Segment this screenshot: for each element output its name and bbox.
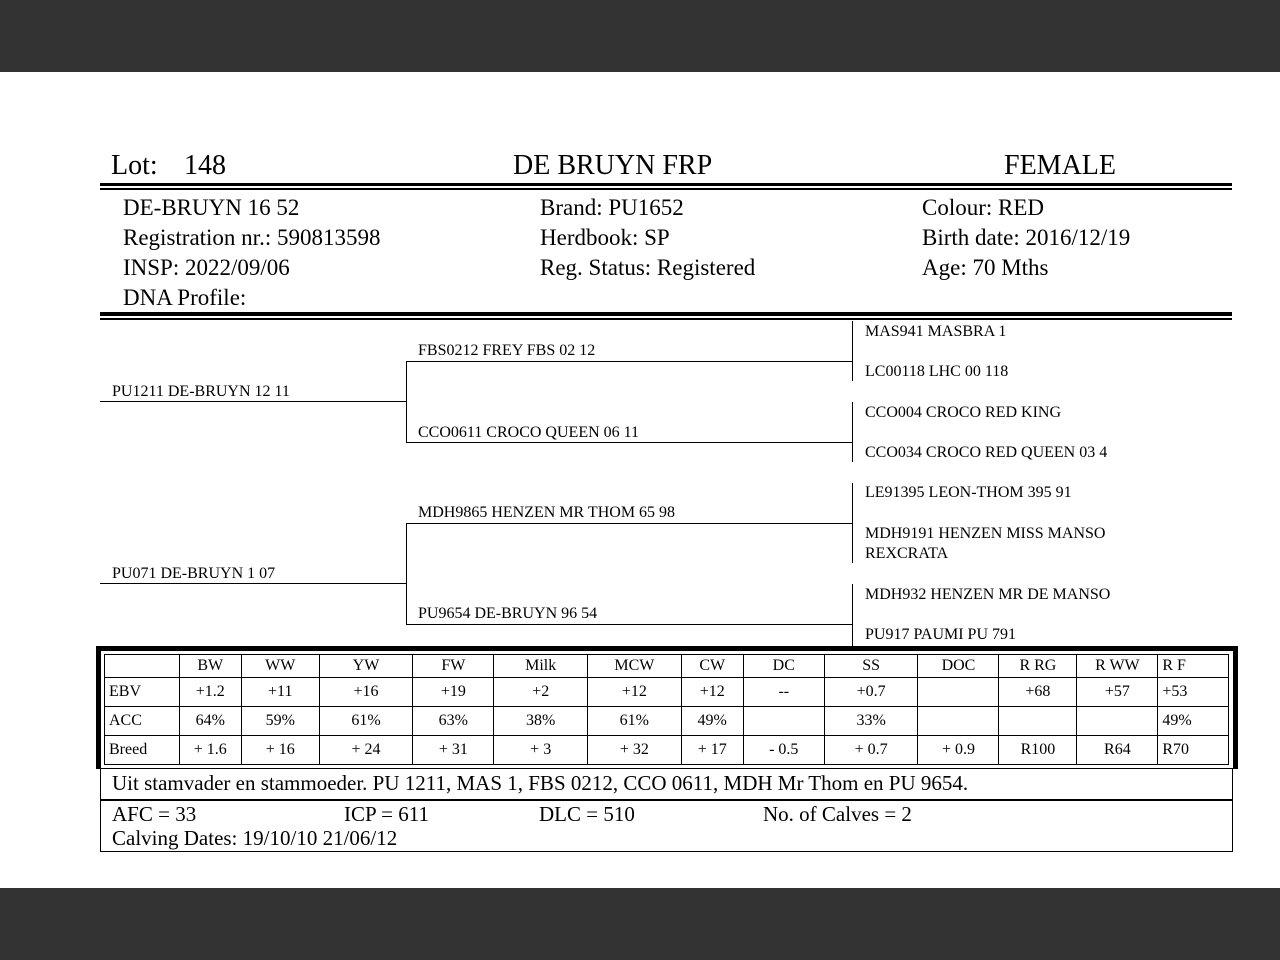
table-cell: - 0.5 [743, 736, 824, 765]
birth-date: Birth date: 2016/12/19 [922, 225, 1131, 250]
table-cell [918, 678, 999, 707]
table-cell: +0.7 [824, 678, 918, 707]
dna-profile: DNA Profile: [123, 285, 247, 310]
table-cell [918, 707, 999, 736]
table-header-cell: R WW [1077, 655, 1158, 678]
ggp-name: LC00118 LHC 00 118 [865, 363, 1009, 380]
ggp-name: MDH9191 HENZEN MISS MANSO [865, 525, 1106, 542]
table-cell: +2 [494, 678, 588, 707]
table-cell: +1.2 [179, 678, 241, 707]
table-cell: 33% [824, 707, 918, 736]
table-cell: + 17 [681, 736, 743, 765]
dam-line [100, 583, 406, 584]
table-cell [743, 707, 824, 736]
table-header-cell [105, 655, 180, 678]
table-cell: + 3 [494, 736, 588, 765]
table-cell: +57 [1077, 678, 1158, 707]
table-header-cell: BW [179, 655, 241, 678]
remark-box [100, 768, 1233, 801]
sex-label: FEMALE [1004, 150, 1116, 181]
sire-line [100, 401, 406, 402]
table-row [105, 678, 1229, 707]
table-row [105, 736, 1229, 765]
table-cell: 49% [681, 707, 743, 736]
sire-sire-name: FBS0212 FREY FBS 02 12 [418, 342, 596, 359]
ggp-name-continued: REXCRATA [865, 545, 949, 562]
dam-name: PU071 DE-BRUYN 1 07 [112, 565, 276, 582]
table-cell: + 16 [241, 736, 319, 765]
table-cell: R64 [1077, 736, 1158, 765]
breeder-name: DE BRUYN FRP [513, 150, 713, 181]
table-header-cell: SS [824, 655, 918, 678]
table-cell: Breed [105, 736, 180, 765]
dam-dam-name: PU9654 DE-BRUYN 96 54 [418, 605, 598, 622]
bottom-letterbox-bar [0, 888, 1280, 960]
dam-sire-name: MDH9865 HENZEN MR THOM 65 98 [418, 504, 676, 521]
ggp-name: CCO004 CROCO RED KING [865, 404, 1062, 421]
table-cell: + 32 [588, 736, 682, 765]
sire-dam-name: CCO0611 CROCO QUEEN 06 11 [418, 424, 640, 441]
calving-dates: Calving Dates: 19/10/10 21/06/12 [112, 826, 398, 850]
table-header-cell: DOC [918, 655, 999, 678]
ggp-bracket-1 [852, 321, 853, 381]
ggp-bracket-4 [852, 584, 853, 646]
dam-bracket [406, 523, 407, 624]
table-cell: + 31 [413, 736, 494, 765]
ebv-table [104, 654, 1229, 765]
age: Age: 70 Mths [922, 255, 1049, 280]
colour: Colour: RED [922, 195, 1045, 220]
registration-status: Reg. Status: Registered [540, 255, 756, 280]
table-header-cell: CW [681, 655, 743, 678]
header-rule-bottom [100, 188, 1232, 190]
herdbook: Herdbook: SP [540, 225, 670, 250]
ggp-name: PU917 PAUMI PU 791 [865, 626, 1016, 643]
table-cell: R70 [1158, 736, 1229, 765]
ggp-bracket-2 [852, 402, 853, 462]
table-cell: +16 [319, 678, 413, 707]
table-cell: -- [743, 678, 824, 707]
dam-dam-line [406, 624, 852, 625]
info-rule-bottom [100, 318, 1232, 320]
table-cell: +68 [999, 678, 1077, 707]
table-row [105, 707, 1229, 736]
table-header-cell: R RG [999, 655, 1077, 678]
table-cell: 63% [413, 707, 494, 736]
table-cell [999, 707, 1077, 736]
sire-sire-line [406, 361, 852, 362]
table-cell: +19 [413, 678, 494, 707]
lot-number: 148 [184, 150, 226, 181]
table-header-cell: DC [743, 655, 824, 678]
remark-text: Uit stamvader en stammoeder. PU 1211, MAS 1, FBS 0212, CCO 0611, MDH Mr Thom en PU 9654. [112, 771, 969, 795]
ggp-bracket-3 [852, 483, 853, 563]
table-header-cell: WW [241, 655, 319, 678]
table-cell: + 0.9 [918, 736, 999, 765]
table-cell: 61% [588, 707, 682, 736]
table-cell: R100 [999, 736, 1077, 765]
table-cell: + 24 [319, 736, 413, 765]
ggp-name: CCO034 CROCO RED QUEEN 03 4 [865, 444, 1108, 461]
table-header-row [105, 655, 1229, 678]
production-box [100, 799, 1233, 852]
table-cell: + 1.6 [179, 736, 241, 765]
table-cell: + 0.7 [824, 736, 918, 765]
sire-name: PU1211 DE-BRUYN 12 11 [112, 383, 290, 400]
table-header-cell: FW [413, 655, 494, 678]
table-header-cell: MCW [588, 655, 682, 678]
icp-value: ICP = 611 [344, 802, 429, 826]
header-rule-top [100, 183, 1232, 186]
inspection-date: INSP: 2022/09/06 [123, 255, 290, 280]
table-header-cell: Milk [494, 655, 588, 678]
info-rule-top [100, 312, 1232, 316]
table-header-cell: R F [1158, 655, 1229, 678]
top-letterbox-bar [0, 0, 1280, 72]
table-cell: +11 [241, 678, 319, 707]
table-cell: 61% [319, 707, 413, 736]
table-cell: ACC [105, 707, 180, 736]
ggp-name: MDH932 HENZEN MR DE MANSO [865, 586, 1111, 603]
dam-sire-line [406, 523, 852, 524]
animal-name: DE-BRUYN 16 52 [123, 195, 300, 220]
registration-number: Registration nr.: 590813598 [123, 225, 381, 250]
table-cell: +12 [588, 678, 682, 707]
dlc-value: DLC = 510 [539, 802, 635, 826]
sire-dam-line [406, 442, 852, 443]
table-cell: 38% [494, 707, 588, 736]
table-cell [1077, 707, 1158, 736]
table-cell: 59% [241, 707, 319, 736]
calves-count: No. of Calves = 2 [763, 802, 912, 826]
table-cell: +12 [681, 678, 743, 707]
table-cell: EBV [105, 678, 180, 707]
afc-value: AFC = 33 [112, 802, 197, 826]
sire-bracket [406, 361, 407, 443]
table-cell: +53 [1158, 678, 1229, 707]
table-cell: 64% [179, 707, 241, 736]
table-header-cell: YW [319, 655, 413, 678]
ggp-name: MAS941 MASBRA 1 [865, 323, 1007, 340]
brand: Brand: PU1652 [540, 195, 684, 220]
ggp-name: LE91395 LEON-THOM 395 91 [865, 484, 1072, 501]
lot-label: Lot: [111, 150, 158, 181]
table-cell: 49% [1158, 707, 1229, 736]
